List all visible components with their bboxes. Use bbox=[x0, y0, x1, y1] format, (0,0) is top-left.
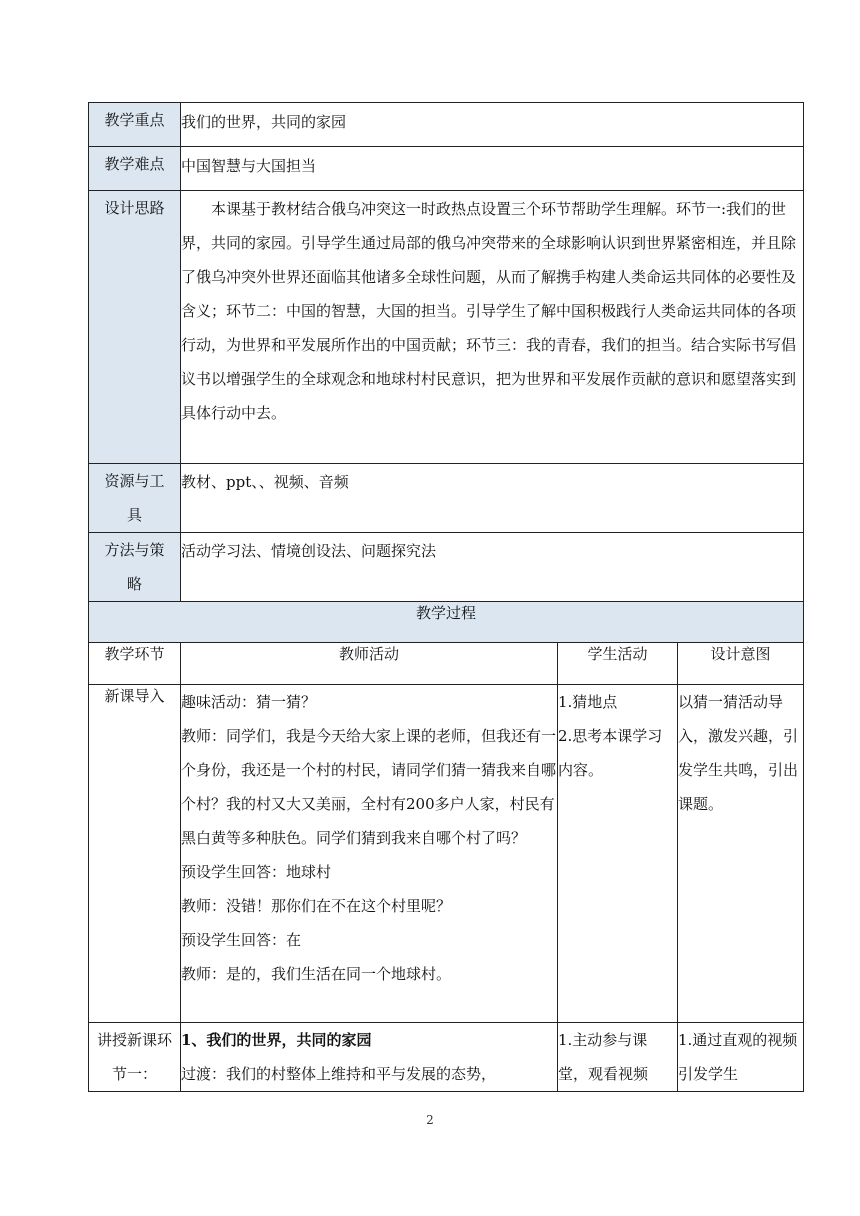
section1-teacher bbox=[181, 1023, 558, 1092]
intro-student bbox=[558, 685, 678, 1023]
page-number: 2 bbox=[426, 1113, 434, 1127]
resources-label: 资源与工具 bbox=[89, 464, 181, 533]
design-label: 设计思路 bbox=[89, 191, 181, 464]
intro-teacher-line: 教师：是的，我们生活在同一个地球村。 bbox=[181, 965, 452, 983]
focus-content: 我们的世界，共同的家园 bbox=[181, 103, 804, 147]
resources-content: 教材、ppt、、视频、音频 bbox=[181, 464, 804, 533]
methods-label: 方法与策略 bbox=[89, 533, 181, 602]
section1-student: 1.主动参与课堂，观看视频 bbox=[558, 1023, 678, 1092]
section1-intent: 1.通过直观的视频引发学生 bbox=[678, 1023, 804, 1092]
intro-teacher-line: 教师：同学们，我是今天给大家上课的老师，但我还有一个身份，我还是一个村的村民，请同学们猜一猜我来自哪个村？我的村又大又美丽，全村有200多户人家，村民有黑白黄等多种肤色。同学们猜到我来自哪个村了吗？ bbox=[181, 727, 557, 847]
intro-teacher-line: 预设学生回答：地球村 bbox=[181, 863, 332, 881]
section1-title: 1、我们的世界，共同的家园 bbox=[181, 1031, 372, 1049]
section1-text: 过渡：我们的村整体上维持和平与发展的态势， bbox=[181, 1065, 497, 1083]
intro-intent bbox=[678, 685, 804, 1023]
methods-content: 活动学习法、情境创设法、问题探究法 bbox=[181, 533, 804, 602]
header-stage: 教学环节 bbox=[89, 643, 181, 685]
intro-teacher bbox=[181, 685, 558, 1023]
intro-teacher-line: 趣味活动：猜一猜？ bbox=[181, 693, 317, 711]
lesson-plan-table bbox=[88, 102, 804, 1092]
intro-teacher-line: 预设学生回答：在 bbox=[181, 931, 302, 949]
process-title: 教学过程 bbox=[89, 602, 804, 643]
difficulty-label: 教学难点 bbox=[89, 147, 181, 191]
intro-stage: 新课导入 bbox=[89, 685, 181, 1023]
focus-label: 教学重点 bbox=[89, 103, 181, 147]
intro-student-line: 2.思考本课学习内容。 bbox=[558, 727, 663, 779]
intro-student-line: 1.猜地点 bbox=[558, 693, 618, 711]
section1-stage: 讲授新课环节一： bbox=[89, 1023, 181, 1092]
design-content: 本课基于教材结合俄乌冲突这一时政热点设置三个环节帮助学生理解。环节一:我们的世界，共同的家园。引导学生通过局部的俄乌冲突带来的全球影响认识到世界紧密相连，并且除了俄乌冲突外世界还面临其他诸多全球性问题，从而了解携手构建人类命运共同体的必要性及含义；环节二：中国的智慧，大国的担当。引导学生了解中国积极践行人类命运共同体的各项行动，为世界和平发展所作出的中国贡献；环节三：我的青春，我们的担当。结合实际书写倡议书以增强学生的全球观念和地球村村民意识，把为世界和平发展作贡献的意识和愿望落实到具体行动中去。 bbox=[181, 200, 797, 422]
header-teacher: 教师活动 bbox=[181, 643, 558, 685]
header-intent: 设计意图 bbox=[678, 643, 804, 685]
difficulty-content: 中国智慧与大国担当 bbox=[181, 147, 804, 191]
intro-intent-text: 以猜一猜活动导入，激发兴趣，引发学生共鸣，引出课题。 bbox=[678, 693, 799, 813]
intro-teacher-line: 教师：没错！那你们在不在这个村里呢？ bbox=[181, 897, 452, 915]
header-student: 学生活动 bbox=[558, 643, 678, 685]
